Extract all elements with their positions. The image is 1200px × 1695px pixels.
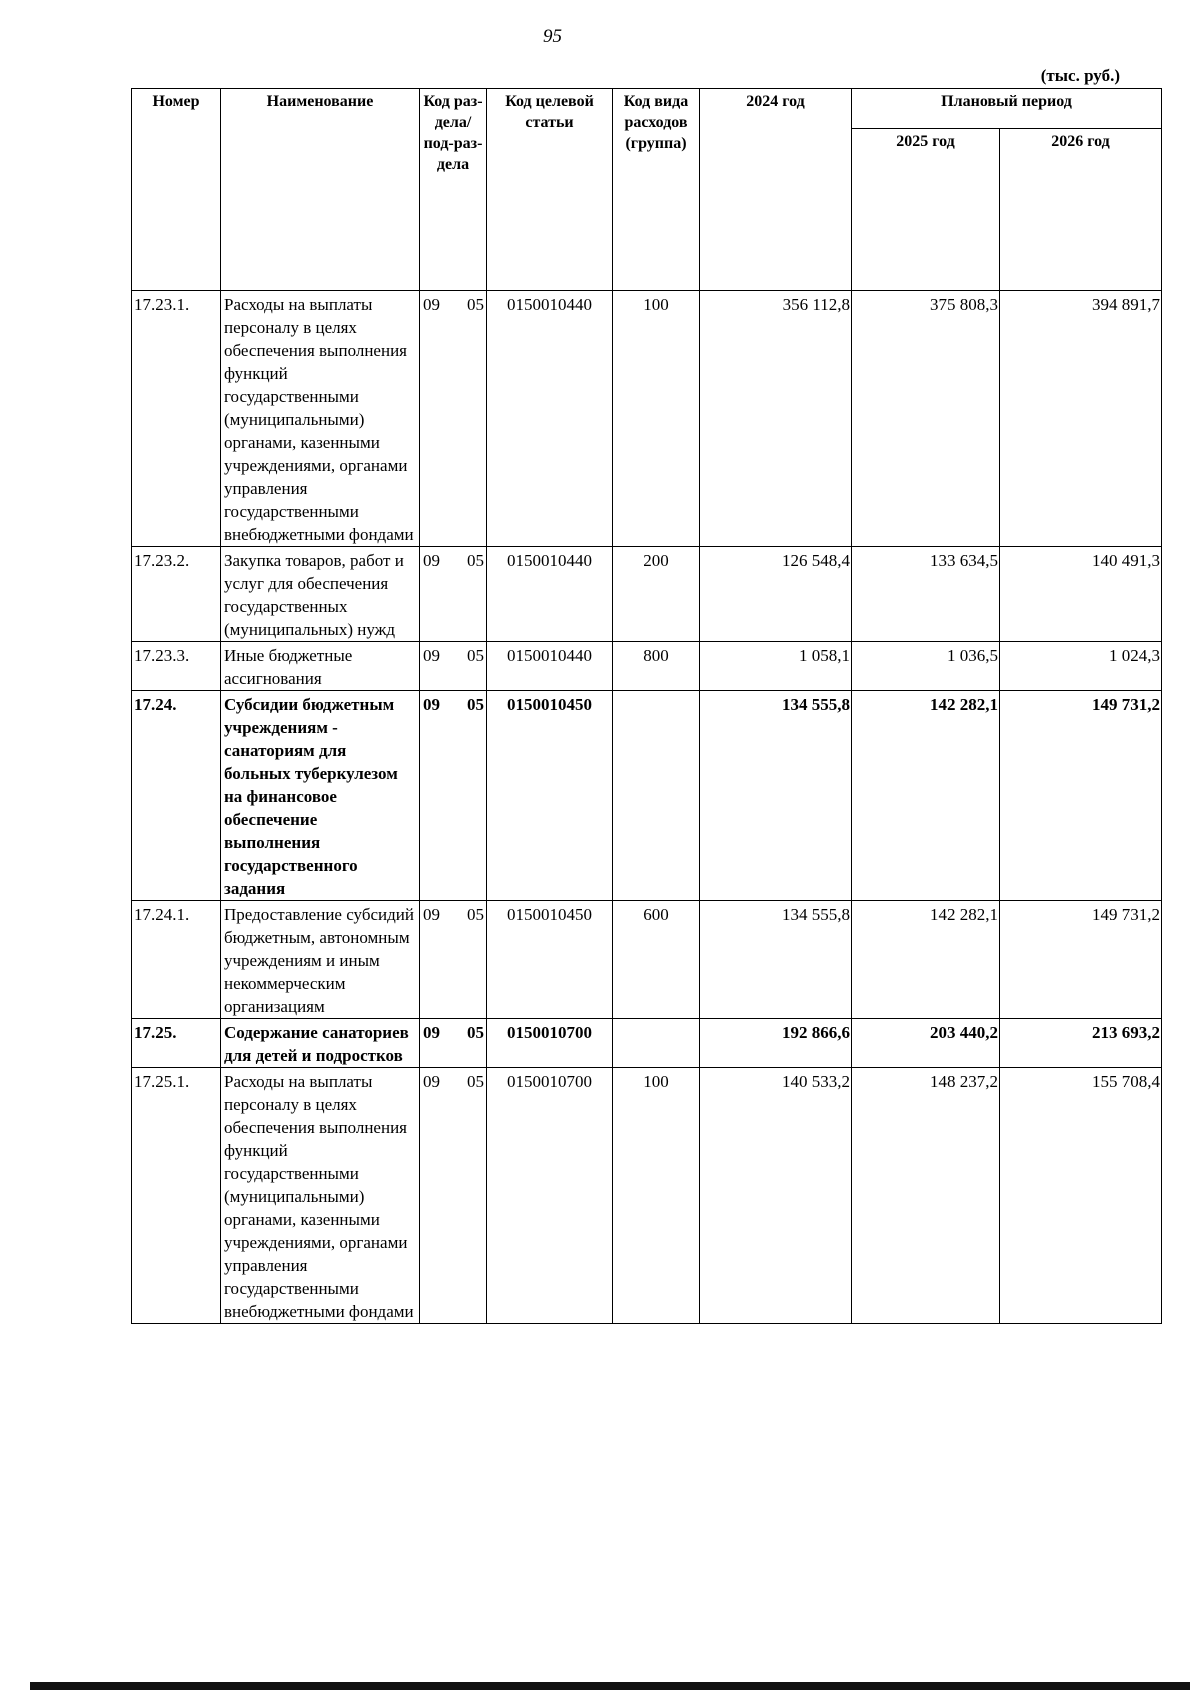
row-name: Предоставление субсидий бюджетным, автономным учреждениям и иным некоммерческим организациям [221, 901, 420, 1019]
row-value-2026: 394 891,7 [1000, 291, 1162, 547]
row-value-2025: 142 282,1 [852, 691, 1000, 901]
table-row [132, 691, 1162, 901]
header-year-2026: 2026 год [1000, 128, 1162, 290]
row-section-code [420, 901, 487, 1019]
section-code: 09 [423, 551, 440, 570]
section-code: 09 [423, 905, 440, 924]
header-number: Номер [132, 89, 221, 291]
row-name: Иные бюджетные ассигнования [221, 642, 420, 691]
budget-table [131, 88, 1162, 1324]
row-value-2024: 134 555,8 [700, 691, 852, 901]
row-section-code [420, 1068, 487, 1324]
row-value-2026: 155 708,4 [1000, 1068, 1162, 1324]
row-number: 17.24. [132, 691, 221, 901]
row-name: Расходы на выплаты персоналу в целях обеспечения выполнения функций государственными (муниципальными) органами, казенными учреждениями, органами управления государственными внебюджетными фондами [221, 1068, 420, 1324]
row-expense-type [613, 1019, 700, 1068]
row-target-code: 0150010700 [487, 1019, 613, 1068]
subsection-code: 05 [467, 1023, 484, 1042]
row-value-2024: 356 112,8 [700, 291, 852, 547]
header-planning-period: Плановый период [852, 89, 1162, 129]
row-target-code: 0150010440 [487, 547, 613, 642]
section-code: 09 [423, 695, 440, 714]
table-body [132, 291, 1162, 1324]
row-number: 17.23.3. [132, 642, 221, 691]
table-row [132, 901, 1162, 1019]
subsection-code: 05 [467, 695, 484, 714]
row-name: Расходы на выплаты персоналу в целях обеспечения выполнения функций государственными (муниципальными) органами, казенными учреждениями, органами управления государственными внебюджетными фондами [221, 291, 420, 547]
row-number: 17.23.1. [132, 291, 221, 547]
section-code: 09 [423, 295, 440, 314]
row-name: Субсидии бюджетным учреждениям - санаториям для больных туберкулезом на финансовое обеспечение выполнения государственного задания [221, 691, 420, 901]
row-name: Закупка товаров, работ и услуг для обеспечения государственных (муниципальных) нужд [221, 547, 420, 642]
section-code: 09 [423, 646, 440, 665]
row-value-2024: 126 548,4 [700, 547, 852, 642]
row-number: 17.25. [132, 1019, 221, 1068]
row-value-2024: 192 866,6 [700, 1019, 852, 1068]
row-value-2026: 213 693,2 [1000, 1019, 1162, 1068]
row-value-2026: 149 731,2 [1000, 691, 1162, 901]
header-name: Наименование [221, 89, 420, 291]
header-year-2025: 2025 год [852, 128, 1000, 290]
row-section-code [420, 291, 487, 547]
subsection-code: 05 [467, 646, 484, 665]
table-row [132, 642, 1162, 691]
table-row [132, 1019, 1162, 1068]
subsection-code: 05 [467, 295, 484, 314]
row-section-code [420, 547, 487, 642]
header-row [132, 89, 1162, 129]
row-value-2024: 134 555,8 [700, 901, 852, 1019]
row-target-code: 0150010700 [487, 1068, 613, 1324]
row-target-code: 0150010440 [487, 291, 613, 547]
row-value-2026: 1 024,3 [1000, 642, 1162, 691]
units-label: (тыс. руб.) [1040, 66, 1120, 85]
header-section-code: Код раз-дела/ под-раз-дела [420, 89, 487, 291]
row-target-code: 0150010450 [487, 691, 613, 901]
row-value-2025: 375 808,3 [852, 291, 1000, 547]
row-value-2024: 1 058,1 [700, 642, 852, 691]
row-number: 17.23.2. [132, 547, 221, 642]
row-target-code: 0150010440 [487, 642, 613, 691]
row-section-code [420, 691, 487, 901]
table-row [132, 1068, 1162, 1324]
subsection-code: 05 [467, 1072, 484, 1091]
row-expense-type: 100 [613, 291, 700, 547]
row-value-2025: 133 634,5 [852, 547, 1000, 642]
row-expense-type: 100 [613, 1068, 700, 1324]
row-section-code [420, 1019, 487, 1068]
header-target-code: Код целевой статьи [487, 89, 613, 291]
table-row [132, 547, 1162, 642]
row-value-2026: 149 731,2 [1000, 901, 1162, 1019]
header-expense-type-code: Код вида расходов (группа) [613, 89, 700, 291]
row-value-2025: 142 282,1 [852, 901, 1000, 1019]
page-number: 95 [543, 26, 562, 47]
row-expense-type: 600 [613, 901, 700, 1019]
row-value-2024: 140 533,2 [700, 1068, 852, 1324]
header-year-2024: 2024 год [700, 89, 852, 291]
row-section-code [420, 642, 487, 691]
row-number: 17.24.1. [132, 901, 221, 1019]
row-expense-type: 800 [613, 642, 700, 691]
subsection-code: 05 [467, 551, 484, 570]
row-name: Содержание санаториев для детей и подростков [221, 1019, 420, 1068]
row-number: 17.25.1. [132, 1068, 221, 1324]
row-expense-type: 200 [613, 547, 700, 642]
row-value-2025: 203 440,2 [852, 1019, 1000, 1068]
section-code: 09 [423, 1072, 440, 1091]
table-row [132, 291, 1162, 547]
row-expense-type [613, 691, 700, 901]
row-target-code: 0150010450 [487, 901, 613, 1019]
scan-edge-bar [30, 1682, 1190, 1690]
section-code: 09 [423, 1023, 440, 1042]
row-value-2025: 1 036,5 [852, 642, 1000, 691]
row-value-2026: 140 491,3 [1000, 547, 1162, 642]
subsection-code: 05 [467, 905, 484, 924]
row-value-2025: 148 237,2 [852, 1068, 1000, 1324]
